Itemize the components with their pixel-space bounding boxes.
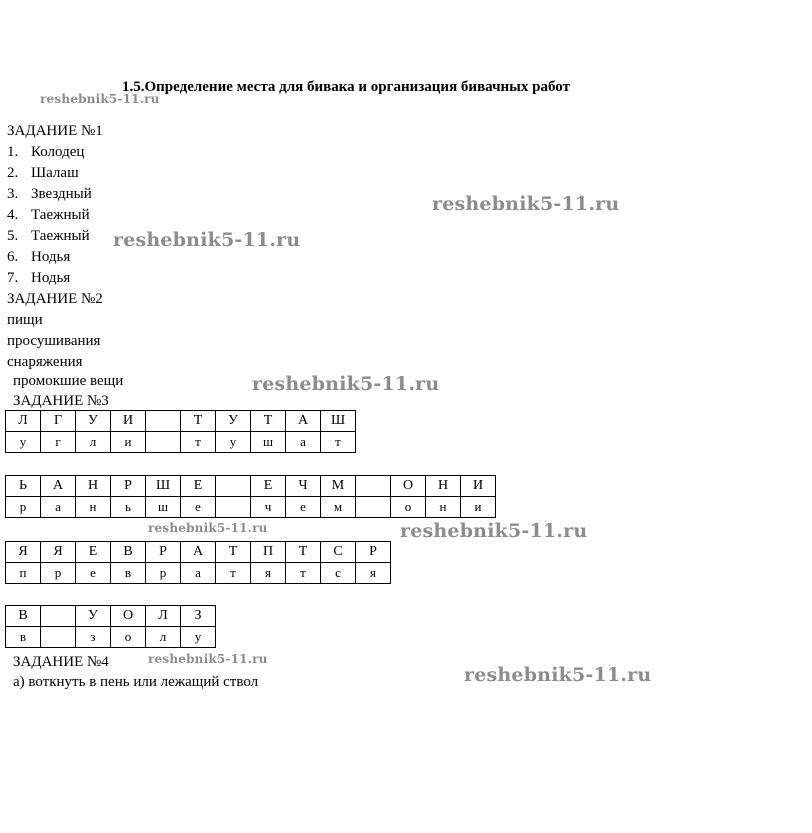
grid-cell: л [76,432,111,453]
grid-cell: т [286,563,321,584]
letter-grid [5,475,496,518]
grid-cell: Л [146,606,181,627]
grid-cell: И [461,476,496,497]
letter-grid [5,605,216,648]
task1-item: 1. Колодец [7,144,85,160]
grid-cell: а [41,497,76,518]
task2-heading: ЗАДАНИЕ №2 [7,291,103,307]
grid-row-bottom [6,627,216,648]
task2-line: просушивания [7,333,101,349]
grid-cell: а [181,563,216,584]
grid-cell: я [251,563,286,584]
grid-row-bottom [6,497,496,518]
grid-cell: т [181,432,216,453]
grid-cell: Ш [321,411,356,432]
watermark: reshebnik5-11.ru [40,92,160,106]
grid-cell: н [76,497,111,518]
grid-row-top [6,542,391,563]
grid-cell: А [41,476,76,497]
grid-cell: м [321,497,356,518]
grid-cell: Т [251,411,286,432]
grid-cell: Р [111,476,146,497]
grid-row-bottom [6,432,356,453]
grid-cell: Т [286,542,321,563]
grid-cell: И [111,411,146,432]
grid-cell: Н [76,476,111,497]
task2-line: промокшие вещи [13,373,124,389]
grid-cell: е [76,563,111,584]
grid-cell: Я [41,542,76,563]
watermark: reshebnik5-11.ru [432,193,620,215]
grid-cell: О [391,476,426,497]
grid-cell: у [6,432,41,453]
grid-cell: З [181,606,216,627]
letter-grid [5,541,391,584]
grid-cell: л [146,627,181,648]
grid-cell: Р [356,542,391,563]
task1-item: 7. Нодья [7,270,71,286]
grid-cell: Л [6,411,41,432]
grid-cell: Т [216,542,251,563]
grid-cell: а [286,432,321,453]
grid-cell: в [111,563,146,584]
grid-cell [356,497,391,518]
grid-cell: з [76,627,111,648]
grid-cell: е [286,497,321,518]
grid-cell: п [6,563,41,584]
grid-cell: М [321,476,356,497]
task4-answer: а) воткнуть в пень или лежащий ствол [13,674,259,690]
grid-cell: Ч [286,476,321,497]
grid-cell: У [76,606,111,627]
grid-cell: Е [76,542,111,563]
grid-cell: н [426,497,461,518]
grid-cell: о [391,497,426,518]
page-title: 1.5.Определение места для бивака и организация бивачных работ [122,79,570,95]
grid-cell: е [181,497,216,518]
grid-cell: П [251,542,286,563]
watermark: reshebnik5-11.ru [400,520,588,542]
task1-item: 3. Звездный [7,186,92,202]
task1-heading: ЗАДАНИЕ №1 [7,123,103,139]
grid-cell: я [356,563,391,584]
grid-cell: у [181,627,216,648]
grid-cell: ш [251,432,286,453]
grid-cell: в [6,627,41,648]
grid-cell: Н [426,476,461,497]
grid-row-top [6,606,216,627]
grid-cell: Р [146,542,181,563]
grid-cell: У [216,411,251,432]
watermark: reshebnik5-11.ru [252,373,440,395]
grid-cell: А [286,411,321,432]
grid-cell: ш [146,497,181,518]
grid-cell [146,411,181,432]
grid-cell: у [216,432,251,453]
grid-cell [216,476,251,497]
grid-cell: Я [6,542,41,563]
task4-heading: ЗАДАНИЕ №4 [13,654,109,670]
grid-cell: В [6,606,41,627]
watermark: reshebnik5-11.ru [148,652,268,666]
task1-item: 4. Таежный [7,207,90,223]
task3-heading: ЗАДАНИЕ №3 [13,393,109,409]
grid-cell: С [321,542,356,563]
grid-cell: г [41,432,76,453]
grid-cell [356,476,391,497]
letter-grid [5,410,356,453]
grid-cell: р [41,563,76,584]
grid-cell: О [111,606,146,627]
task2-line: пищи [7,312,43,328]
task2-line: снаряжения [7,354,83,370]
grid-cell: Т [181,411,216,432]
grid-cell [41,606,76,627]
grid-cell: ь [111,497,146,518]
grid-cell: и [111,432,146,453]
grid-cell: У [76,411,111,432]
grid-cell [216,497,251,518]
task1-item: 5. Таежный [7,228,90,244]
grid-cell: о [111,627,146,648]
grid-cell: В [111,542,146,563]
grid-cell: ч [251,497,286,518]
grid-cell [146,432,181,453]
grid-cell: Е [251,476,286,497]
grid-cell: Ь [6,476,41,497]
grid-cell [41,627,76,648]
task1-item: 2. Шалаш [7,165,79,181]
watermark: reshebnik5-11.ru [464,664,652,686]
grid-row-top [6,476,496,497]
grid-cell: с [321,563,356,584]
grid-row-bottom [6,563,391,584]
task1-item: 6. Нодья [7,249,71,265]
grid-cell: р [6,497,41,518]
grid-cell: р [146,563,181,584]
grid-cell: и [461,497,496,518]
grid-cell: А [181,542,216,563]
watermark: reshebnik5-11.ru [148,521,268,535]
grid-cell: т [216,563,251,584]
grid-cell: Е [181,476,216,497]
grid-cell: Г [41,411,76,432]
grid-row-top [6,411,356,432]
grid-cell: т [321,432,356,453]
watermark: reshebnik5-11.ru [113,229,301,251]
grid-cell: Ш [146,476,181,497]
